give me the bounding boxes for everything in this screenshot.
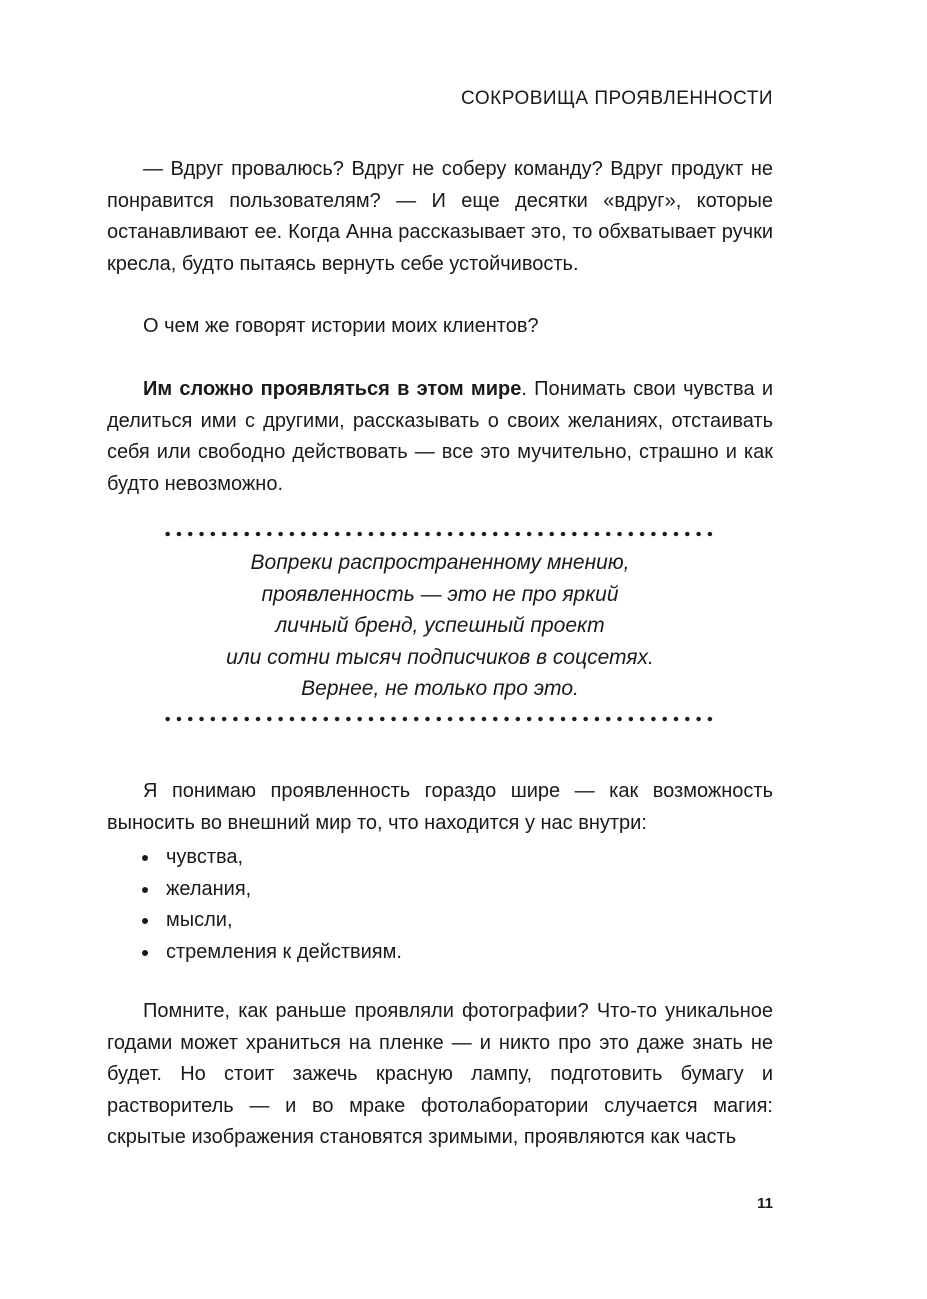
quote-line: Вернее, не только про это. bbox=[301, 677, 579, 700]
paragraph-photography: Помните, как раньше проявляли фотографии? Что-то уникальное годами может храниться на пленке — и никто про это даже знать не будет. Но стоит зажечь красную лампу, подготовить бумагу и растворитель — и во мраке фотолаборатории случается магия: скрытые изображения становятся зримыми, проявляются как часть bbox=[107, 1000, 773, 1148]
list-item: желания, bbox=[140, 874, 402, 906]
bullet-list bbox=[140, 842, 402, 968]
list-item: стремления к действиям. bbox=[140, 937, 402, 969]
paragraph-fears: — Вдруг провалюсь? Вдруг не соберу команду? Вдруг продукт не понравится пользователям? — И еще десятки «вдруг», которые останавливают ее. Когда Анна рассказывает это, то обхватывает ручки кресла, будто пытаясь вернуть себе устойчивость. bbox=[107, 158, 773, 275]
page-number: 11 bbox=[757, 1195, 773, 1212]
dotted-divider-bottom bbox=[162, 716, 718, 722]
paragraph-difficulty-rest: . Понимать свои чувства и делиться ими с другими, рассказывать о своих желаниях, отстаивать себя или свободно действовать — все это мучительно, страшно и как будто невозможно. bbox=[107, 378, 773, 495]
quote-line: Вопреки распространенному мнению, bbox=[250, 551, 630, 574]
quote-line: проявленность — это не про яркий bbox=[261, 582, 619, 606]
paragraph-difficulty bbox=[107, 374, 773, 500]
paragraph-definition: Я понимаю проявленность гораздо шире — как возможность выносить во внешний мир то, что находится у нас внутри: bbox=[107, 780, 773, 834]
list-item: чувства, bbox=[140, 842, 402, 874]
quote-line: или сотни тысяч подписчиков в соцсетях. bbox=[226, 645, 654, 669]
pull-quote bbox=[160, 531, 720, 722]
dotted-divider-top bbox=[162, 531, 718, 537]
running-title: СОКРОВИЩА ПРОЯВЛЕННОСТИ bbox=[461, 88, 773, 109]
list-item: мысли, bbox=[140, 905, 402, 937]
paragraph-difficulty-emphasis: Им сложно проявляться в этом мире bbox=[143, 378, 522, 400]
quote-line: личный бренд, успешный проект bbox=[275, 614, 605, 637]
pull-quote-text bbox=[160, 547, 720, 705]
paragraph-question: О чем же говорят истории моих клиентов? bbox=[143, 315, 539, 337]
